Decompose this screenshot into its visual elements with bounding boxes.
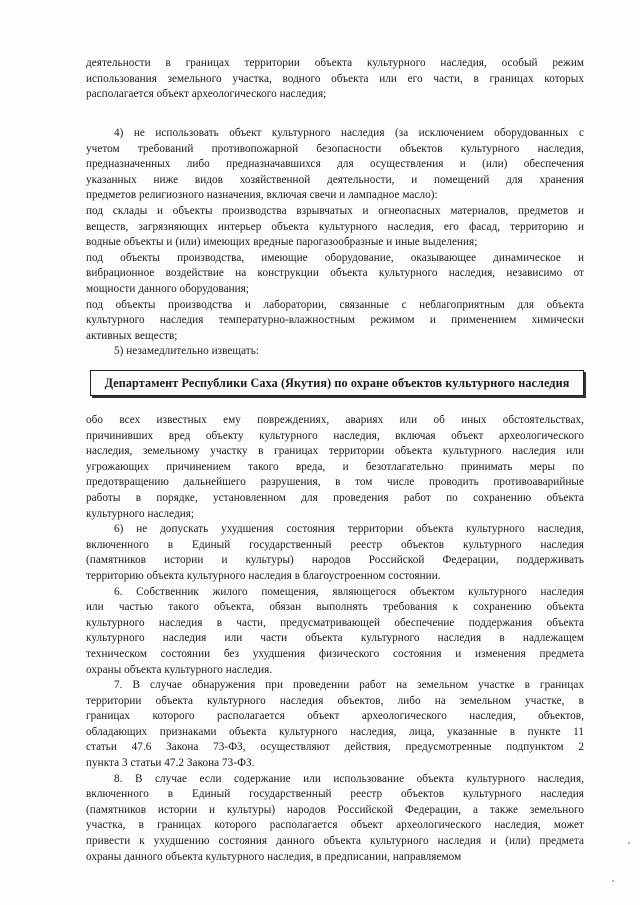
text-line: участка, в границах которого располагается объект археологического наследия, может bbox=[86, 819, 584, 832]
text-line: (памятников истории и культуры) народов Российской Федерации, поддерживать bbox=[86, 554, 584, 567]
text-line: обладающих признаками объекта культурного наследия, лица, указанные в пункте 11 bbox=[86, 725, 584, 738]
text-line: водные объекты и (или) имеющих вредные парогазообразные и иные выделения; bbox=[86, 236, 478, 249]
text-line: культурного наследия или части объекта культурного наследия в надлежащем bbox=[86, 632, 584, 645]
paragraph-continued-body bbox=[86, 413, 584, 865]
text-line: мощности данного оборудования; bbox=[86, 282, 250, 295]
text-line: под склады и объекты производства взрывчатых и огнеопасных материалов, предметов и bbox=[86, 204, 584, 217]
text-line: границах которого располагается объект археологического наследия, объектов, bbox=[86, 710, 584, 723]
text-line: включенного в Единый государственный реестр объектов культурного наследия bbox=[86, 538, 584, 551]
text-line: 4) не использовать объект культурного наследия (за исключением оборудованных с bbox=[114, 127, 584, 139]
text-line: обо всех известных ему повреждениях, авариях или об иных обстоятельствах, bbox=[86, 414, 584, 426]
paragraph-item-4 bbox=[86, 126, 584, 344]
department-stamp bbox=[90, 370, 584, 396]
text-line: работы в порядке, установленном для проведения работ по сохранению объекта bbox=[86, 491, 584, 504]
text-line: деятельности в границах территории объекта культурного наследия, особый режим bbox=[86, 57, 584, 69]
text-line: предотвращению дальнейшего разрушения, в том числе проводить противоаварийные bbox=[86, 476, 584, 489]
text-line: культурного наследия в части, предусматривающей обеспечение поддержания объекта bbox=[86, 616, 584, 629]
paragraph-item-5 bbox=[86, 344, 584, 360]
stamp-text: Департамент Республики Саха (Якутия) по охране объектов культурного наследия bbox=[104, 375, 570, 390]
text-line: предназначенных либо предназначавшихся для осуществления и (или) обеспечения bbox=[86, 158, 584, 171]
scan-speck bbox=[612, 880, 614, 882]
text-line: причинивших вред объекту культурного наследия, включая объект археологического bbox=[86, 429, 584, 442]
text-line: 8. В случае если содержание или использование объекта культурного наследия, bbox=[114, 772, 584, 785]
scan-speck bbox=[628, 842, 630, 844]
text-line: указанных ниже видов хозяйственной деятельности, и помещений для хранения bbox=[86, 173, 584, 186]
text-line: территории объекта культурного наследия объектов, либо на земельном участке, в bbox=[86, 694, 584, 707]
text-line: наследия, земельному участку в границах территории объекта культурного наследия или bbox=[86, 445, 584, 458]
text-line: привести к ухудшению состояния данного объекта культурного наследия и (или) предмета bbox=[86, 835, 584, 848]
text-line: под объекты производства, имеющие оборудование, оказывающее динамическое и bbox=[86, 251, 584, 264]
text-line: (памятников истории и культуры) народов Российской Федерации, а также земельного bbox=[86, 803, 584, 816]
paragraph-continuation bbox=[86, 56, 584, 103]
text-line: культурного наследия; bbox=[86, 507, 195, 520]
text-line: вибрационное воздействие на конструкции объекта культурного наследия, независимо от bbox=[86, 267, 584, 280]
text-line: 7. В случае обнаружения при проведении работ на земельном участке в границах bbox=[114, 679, 584, 692]
text-line: 6. Собственник жилого помещения, являющегося объектом культурного наследия bbox=[114, 585, 584, 598]
text-line: учетом требований противопожарной безопасности объектов культурного наследия, bbox=[86, 142, 584, 155]
text-line: веществ, загрязняющих интерьер объекта культурного наследия, его фасад, территорию и bbox=[86, 220, 584, 233]
text-line: пункта 3 статьи 47.2 Закона 73-ФЗ. bbox=[86, 757, 255, 770]
text-line: охраны данного объекта культурного наследия, в предписании, направляемом bbox=[86, 850, 462, 863]
text-line: культурного наследия температурно-влажностным режимом и применением химически bbox=[86, 314, 584, 327]
text-line: 5) незамедлительно извещать: bbox=[114, 345, 260, 357]
text-line: угрожающих причинением такого вреда, и безотлагательно принимать меры по bbox=[86, 460, 584, 473]
text-line: активных веществ; bbox=[86, 329, 178, 342]
text-line: охраны объекта культурного наследия. bbox=[86, 663, 273, 676]
text-line: техническом состоянии без ухудшения физического состояния и изменения предмета bbox=[86, 647, 584, 660]
text-line: территорию объекта культурного наследия в благоустроенном состоянии. bbox=[86, 569, 441, 582]
text-line: статьи 47.6 Закона 73-ФЗ, осуществляют действия, предусмотренные подпунктом 2 bbox=[86, 741, 584, 754]
text-line: использования земельного участка, водного объекта или его части, в границах которых bbox=[86, 72, 584, 85]
text-line: располагается объект археологического наследия; bbox=[86, 88, 327, 101]
text-line: включенного в Единый государственный реестр объектов культурного наследия bbox=[86, 788, 584, 801]
text-line: под объекты производства и лаборатории, связанные с неблагоприятным для объекта bbox=[86, 298, 584, 311]
text-line: или частью такого объекта, обязан выполнять требования к сохранению объекта bbox=[86, 601, 584, 614]
text-line: предметов религиозного назначения, включая свечи и лампадное масло): bbox=[86, 189, 438, 202]
text-line: 6) не допускать ухудшения состояния территории объекта культурного наследия, bbox=[114, 523, 584, 536]
